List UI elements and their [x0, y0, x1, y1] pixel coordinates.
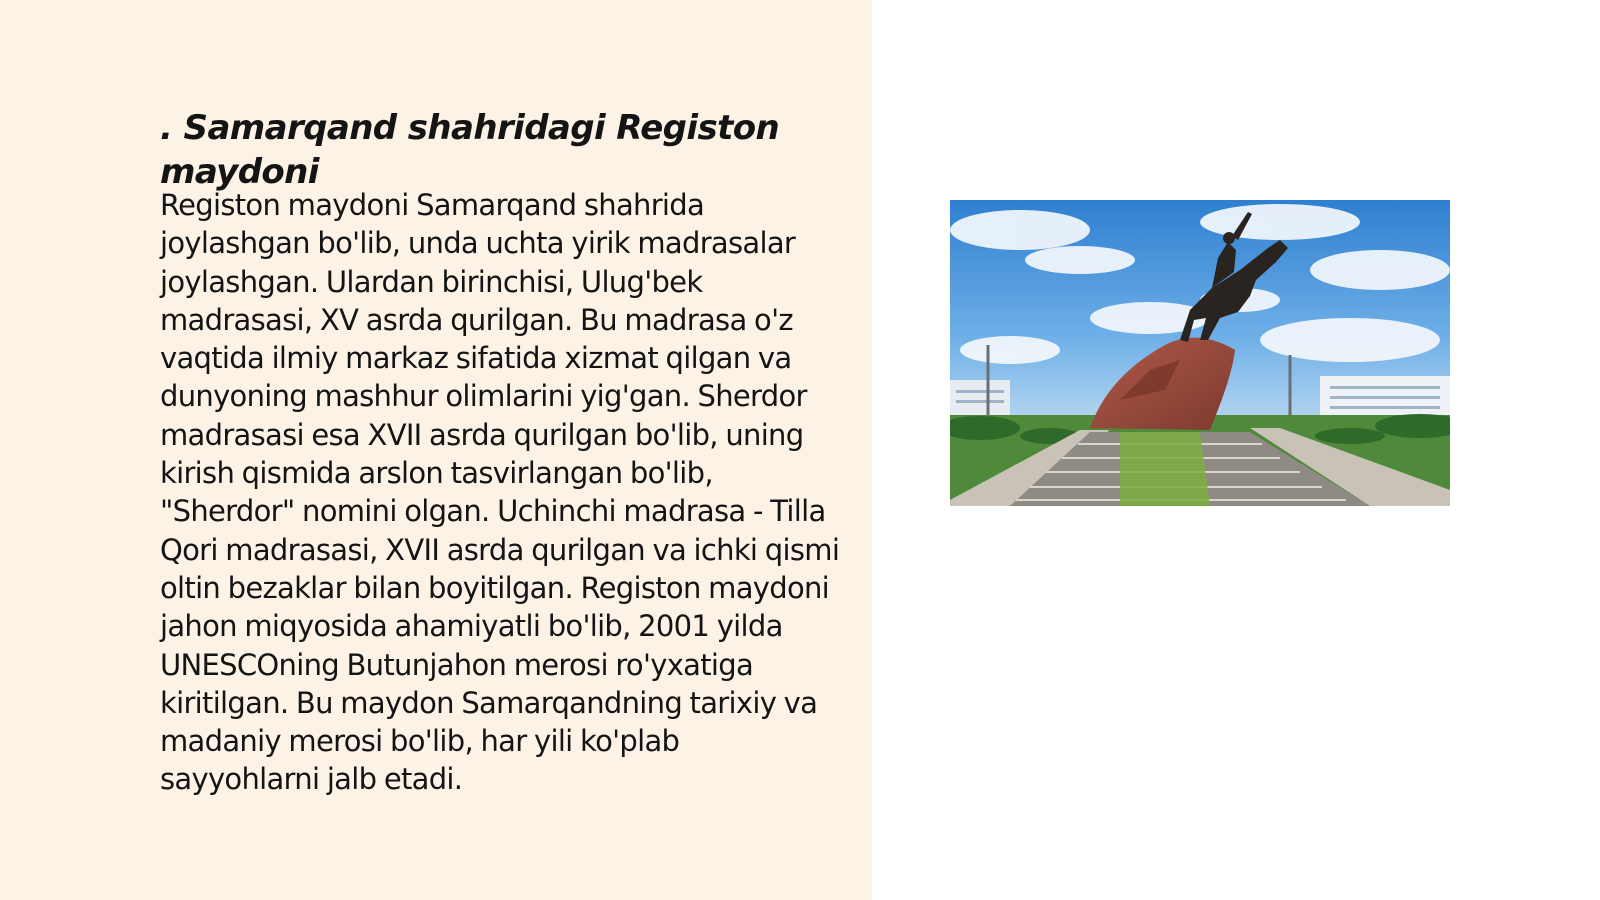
equestrian-statue-photo	[950, 200, 1450, 506]
slide-title: . Samarqand shahridagi Registon maydoni	[160, 108, 780, 192]
slide-body-text: Registon maydoni Samarqand shahrida joylashgan bo'lib, unda uchta yirik madrasalar joylashgan. Ulardan birinchisi, Ulug'bek madrasasi, XV asrda qurilgan. Bu madrasa o'z vaqtida ilmiy markaz sifatida xizmat qilgan va dunyoning mashhur olimlarini yig'gan. Sherdor madrasasi esa XVII asrda qurilgan bo'lib, uning kirish qismida arslon tasvirlangan bo'lib, "Sherdor" nomini olgan. Uchinchi madrasa - Tilla Qori madrasasi, XVII asrda qurilgan va ichki qismi oltin bezaklar bilan boyitilgan. Registon maydoni jahon miqyosida ahamiyatli bo'lib, 2001 yilda UNESCOning Butunjahon merosi ro'yxatiga kiritilgan. Bu maydon Samarqandning tarixiy va madaniy merosi bo'lib, har yili ko'plab sayyohlarni jalb etadi.	[160, 188, 840, 797]
monument-photo	[950, 200, 1450, 506]
